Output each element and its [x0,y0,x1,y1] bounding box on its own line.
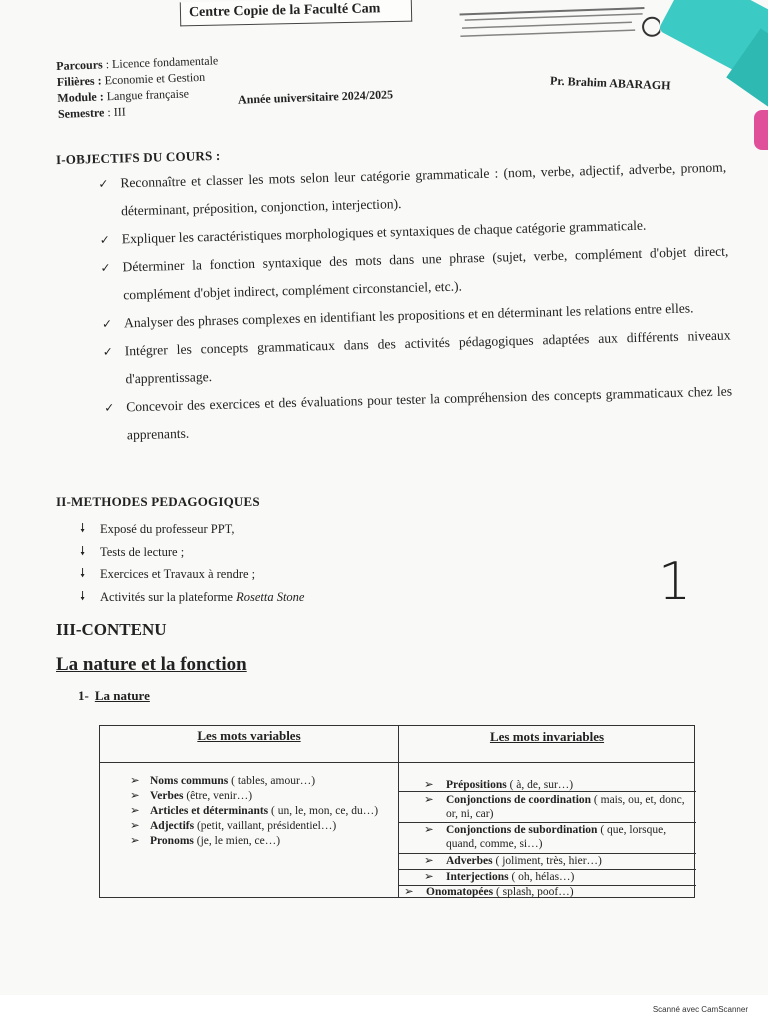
arrow-bullet-icon: ➢ [424,779,434,791]
table-divider [100,762,694,763]
down-arrow-icon: 🠗 [80,543,86,558]
filieres-value: Economie et Gestion [101,69,206,88]
down-arrow-icon: 🠗 [80,566,86,580]
list-item [418,778,688,792]
category-examples: (être, venir…) [183,790,253,802]
word-categories-table [99,725,695,898]
category-examples: ( que, lorsque, quand, comme, si…) [446,824,667,850]
list-item [418,870,688,884]
method-item [80,520,304,543]
list-item [130,774,380,789]
semestre-value: : III [104,104,126,120]
arrow-bullet-icon: ➢ [130,835,140,847]
checkmark-icon: ✓ [98,176,109,191]
filieres-label: Filières : [56,73,102,89]
arrow-bullet-icon: ➢ [424,871,434,883]
category-examples: ( oh, hélas…) [508,871,575,883]
list-item [418,854,688,868]
copy-center-header: Centre Copie de la Faculté Cam [180,0,412,26]
method-item [80,588,304,611]
list-item [130,819,380,834]
list-item [130,804,380,819]
category-examples: (je, le mien, ce…) [193,835,281,847]
arrow-bullet-icon: ➢ [130,805,140,817]
category-term: Prépositions [446,779,507,791]
category-term: Noms communs [150,775,229,787]
checkmark-icon: ✓ [104,400,115,415]
list-item [418,823,688,851]
category-examples: ( un, le, mon, ce, du…) [268,805,379,817]
method-item [80,543,304,566]
parcours-label: Parcours [56,57,103,73]
table-divider [398,726,399,897]
checkmark-icon: ✓ [99,232,111,247]
checkmark-icon: ✓ [100,260,111,275]
section-number: 1- [78,688,89,703]
method-text: Exposé du professeur PPT, [100,522,235,536]
objective-text: Concevoir des exercices et des évaluations pour tester la compréhension des concepts grammaticaux chez les apprenants. [126,383,733,443]
arrow-bullet-icon: ➢ [424,794,434,806]
method-item [80,565,304,588]
list-item [130,834,380,849]
content-title: III-CONTENU [56,620,167,639]
variable-words-list [130,774,380,849]
arrow-bullet-icon: ➢ [424,824,434,836]
category-examples: (petit, vaillant, présidentiel…) [194,820,337,832]
arrow-bullet-icon: ➢ [404,886,414,898]
category-examples: ( splash, poof…) [493,886,574,898]
column-header-invariables: Les mots invariables [489,729,605,744]
university-logo [459,1,660,52]
semestre-label: Semestre [57,105,105,121]
objective-text: Déterminer la fonction syntaxique des mots dans une phrase (sujet, verbe, complément d'objet direct, complément d'objet indirect, complément circonstanciel, etc.). [122,243,729,303]
method-text: Exercices et Travaux à rendre ; [100,567,256,581]
methods-title: II-METHODES PEDAGOGIQUES [56,494,260,509]
checkmark-icon: ✓ [102,344,114,359]
down-arrow-icon: 🠗 [80,521,86,535]
category-term: Articles et déterminants [150,805,269,817]
down-arrow-icon: 🠗 [80,588,86,603]
objective-text: Expliquer les caractéristiques morphologiques et syntaxiques de chaque catégorie grammaticale. [121,217,647,247]
objective-text: Reconnaître et classer les mots selon leur catégorie grammaticale : (nom, verbe, adjectif, adverbe, pronom, déterminant, préposition, conjonction, interjection). [120,159,727,219]
category-examples: ( tables, amour…) [228,775,316,787]
arrow-bullet-icon: ➢ [130,790,140,802]
arrow-bullet-icon: ➢ [130,820,140,832]
scanner-watermark: Scanné avec CamScanner [652,1005,748,1014]
objective-text: Intégrer les concepts grammaticaux dans des activités pédagogiques adaptées aux différents niveaux d'apprentissage. [124,327,731,387]
category-term: Adjectifs [150,820,195,832]
category-term: Conjonctions de subordination [446,824,598,836]
category-term: Verbes [150,790,184,802]
arrow-bullet-icon: ➢ [130,775,140,787]
category-examples: ( à, de, sur…) [506,779,574,791]
objectives-title: I-OBJECTIFS DU COURS : [55,147,221,168]
module-value: Langue française [103,86,190,104]
category-term: Interjections [446,871,509,883]
method-text: Activités sur la plateforme [100,589,237,604]
category-term: Pronoms [150,835,194,847]
content-subtitle: La nature et la fonction [56,654,247,675]
category-examples: ( joliment, très, hier…) [492,855,602,867]
column-header-variables: Les mots variables [197,728,301,743]
methods-list [80,520,304,610]
section-heading [78,688,150,704]
scanner-artifact-edge [754,110,768,150]
page-number: 1 [658,552,692,612]
academic-year: Année universitaire 2024/2025 [237,87,394,107]
category-term: Adverbes [446,855,493,867]
module-label: Module : [57,89,104,105]
objective-text: Analyser des phrases complexes en identifiant les propositions et en déterminant les relations entre elles. [123,300,694,331]
objectives-list [98,154,733,450]
list-item [130,789,380,804]
platform-name: Rosetta Stone [236,589,305,604]
professor-name: Pr. Brahim ABARAGH [549,73,671,93]
category-term: Onomatopées [426,886,494,898]
category-term: Conjonctions de coordination [446,794,592,806]
parcours-value: : Licence fondamentale [102,53,219,72]
list-item [418,793,688,821]
list-item [398,885,668,899]
method-text: Tests de lecture ; [100,544,185,559]
section-title: La nature [94,688,150,703]
category-examples: ( mais, ou, et, donc, or, ni, car) [446,794,685,820]
checkmark-icon: ✓ [101,316,113,331]
arrow-bullet-icon: ➢ [424,855,434,867]
course-meta [56,52,220,122]
